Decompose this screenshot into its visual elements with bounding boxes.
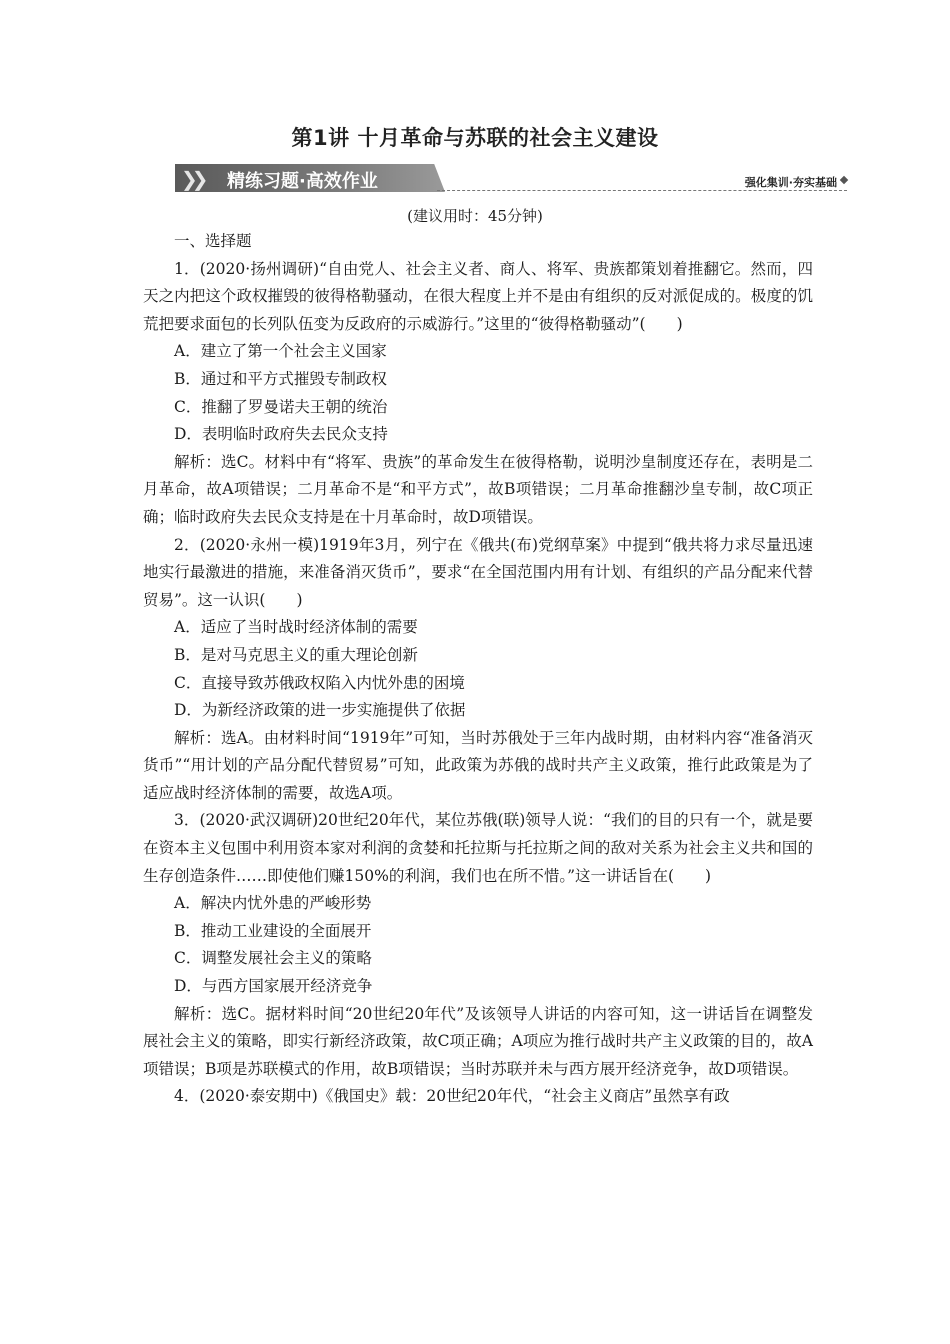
q1-option-c: C．推翻了罗曼诺夫王朝的统治 xyxy=(174,397,388,416)
q1-option-d: D．表明临时政府失去民众支持 xyxy=(174,425,388,444)
diamond-icon xyxy=(840,176,848,184)
q2-option-b: B．是对马克思主义的重大理论创新 xyxy=(174,645,418,664)
q2-analysis: 解析：选A。由材料时间“1919年”可知，当时苏俄处于三年内战时期，由材料内容“准备消灭货币”“用计划的产品分配代替贸易”可知，此政策为苏俄的战时共产主义政策，推行此政策是为了适应战时经济体制的需要，故选A项。 xyxy=(143,728,813,802)
q1-stem: 1．(2020·扬州调研)“自由党人、社会主义者、商人、将军、贵族都策划着推翻它。然而，四天之内把这个政权摧毁的彼得格勒骚动，在很大程度上并不是由有组织的反对派促成的。极度的饥荒把要求面包的长列队伍变为反政府的示威游行。”这里的“彼得格勒骚动”( ) xyxy=(143,259,813,333)
q1-analysis: 解析：选C。材料中有“将军、贵族”的革命发生在彼得格勒，说明沙皇制度还存在，表明是二月革命，故A项错误；二月革命不是“和平方式”，故B项错误；二月革命推翻沙皇专制，故C项正确；临时政府失去民众支持是在十月革命时，故D项错误。 xyxy=(143,452,813,526)
q3-stem: 3．(2020·武汉调研)20世纪20年代，某位苏俄(联)领导人说：“我们的目的只有一个，就是要在资本主义包围中利用资本家对利润的贪婪和托拉斯与托拉斯之间的敌对关系为社会主义共和国的生存创造条件……即使他们赚150%的利润，我们也在所不惜。”这一讲话旨在( ) xyxy=(143,811,813,885)
q2-option-d: D．为新经济政策的进一步实施提供了依据 xyxy=(174,701,466,720)
question-content xyxy=(143,228,813,1111)
q3-analysis: 解析：选C。据材料时间“20世纪20年代”及该领导人讲话的内容可知，这一讲话旨在调整发展社会主义的策略，即实行新经济政策，故C项正确；A项应为推行战时共产主义政策的目的，故A项错误；B项是苏联模式的作用，故B项错误；当时苏联并未与西方展开经济竞争，故D项错误。 xyxy=(143,1004,813,1078)
q3-option-d: D．与西方国家展开经济竞争 xyxy=(174,977,373,996)
q1-option-a: A．建立了第一个社会主义国家 xyxy=(174,342,387,361)
banner-label: 精练习题·高效作业 xyxy=(227,171,378,192)
q3-option-a: A．解决内忧外患的严峻形势 xyxy=(174,894,372,913)
section-heading: 一、选择题 xyxy=(174,232,252,250)
q2-option-c: C．直接导致苏俄政权陷入内忧外患的困境 xyxy=(174,673,465,692)
q3-option-b: B．推动工业建设的全面展开 xyxy=(174,921,372,940)
page-title: 第1讲 十月革命与苏联的社会主义建设 xyxy=(291,126,659,150)
q3-option-c: C．调整发展社会主义的策略 xyxy=(174,949,372,968)
double-chevron-icon: ❯❯ xyxy=(181,167,203,191)
q4-stem: 4．(2020·泰安期中)《俄国史》载：20世纪20年代，“社会主义商店”虽然享有政 xyxy=(174,1087,730,1106)
banner-subtitle: 强化集训·夯实基础 xyxy=(744,176,837,189)
q1-option-b: B．通过和平方式摧毁专制政权 xyxy=(174,369,387,388)
q2-option-a: A．适应了当时战时经济体制的需要 xyxy=(174,618,418,637)
q2-stem: 2．(2020·永州一模)1919年3月，列宁在《俄共(布)党纲草案》中提到“俄共将力求尽量迅速地实行最激进的措施，来准备消灭货币”，要求“在全国范围内用有计划、有组织的产品分配来代替贸易”。这一认识( ) xyxy=(143,535,813,609)
banner-divider xyxy=(437,190,847,191)
time-note: (建议用时：45分钟) xyxy=(407,207,543,225)
section-banner xyxy=(175,164,847,194)
